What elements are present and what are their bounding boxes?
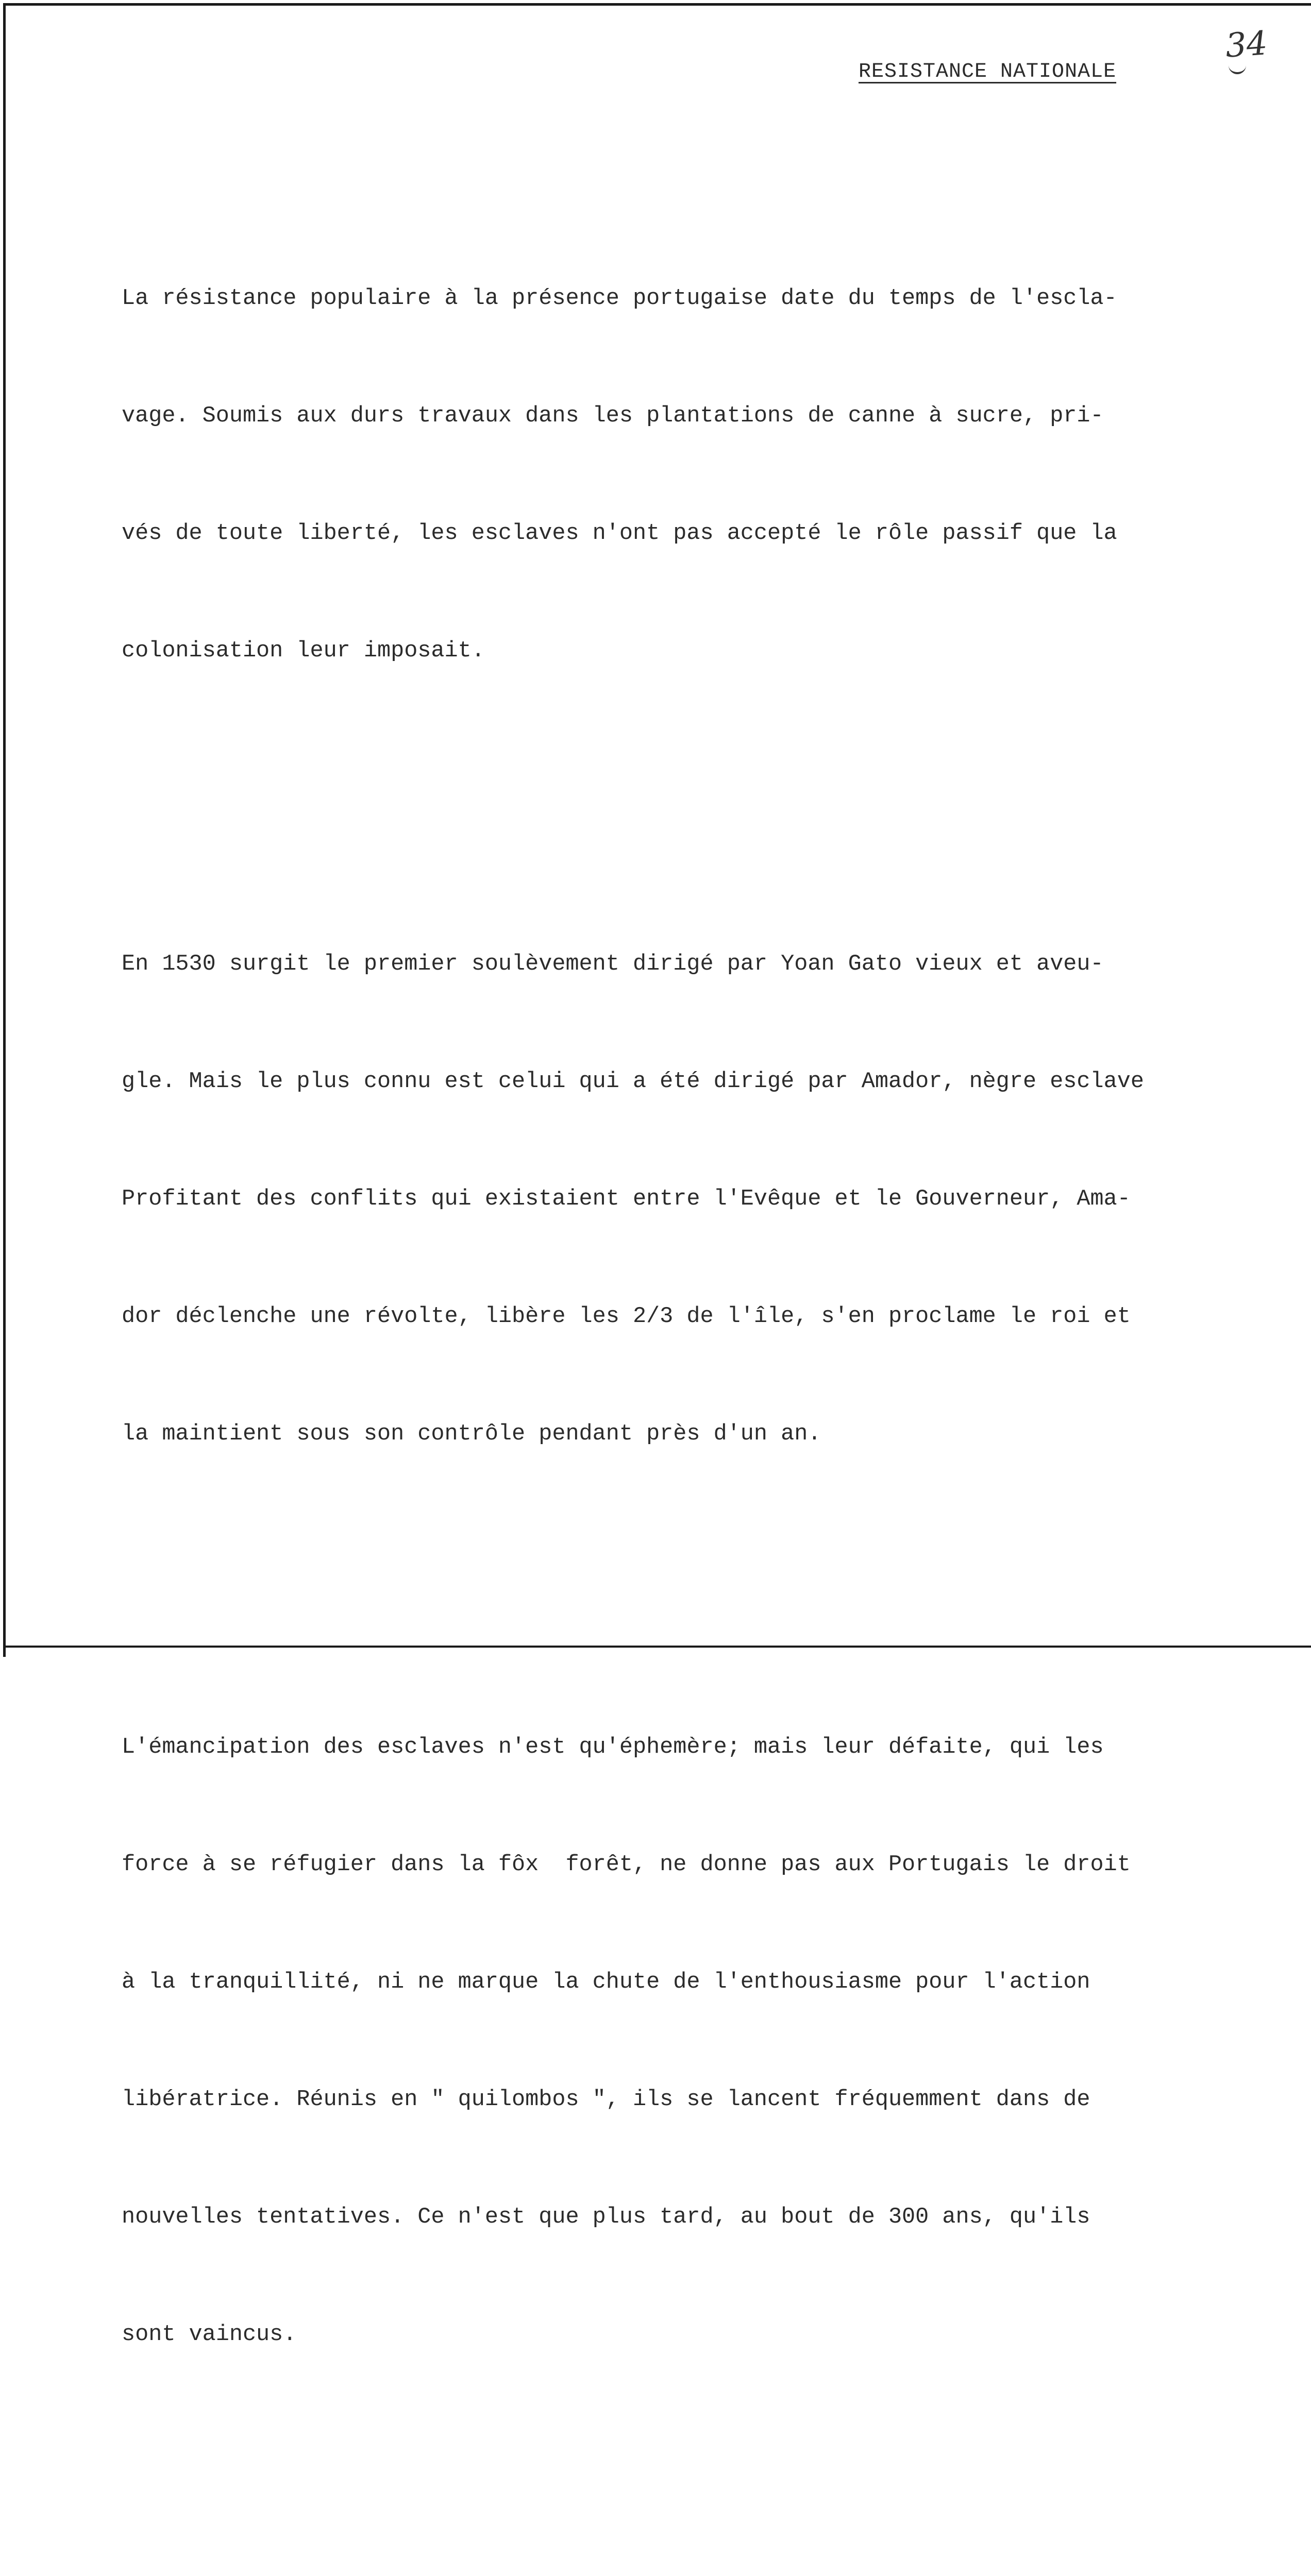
text-line: vage. Soumis aux durs travaux dans les plantations de canne à sucre, pri- bbox=[122, 403, 1104, 429]
page-edge-left bbox=[3, 3, 6, 1657]
text-line: En 1530 surgit le premier soulèvement dirigé par Yoan Gato vieux et aveu- bbox=[122, 952, 1104, 977]
paragraph-2 bbox=[122, 867, 1291, 1532]
text-line: Profitant des conflits qui existaient entre l'Evêque et le Gouverneur, Ama- bbox=[122, 1187, 1131, 1212]
paragraph-4 bbox=[122, 2550, 1291, 2576]
text-line: dor déclenche une révolte, libère les 2/3 de l'île, s'en proclame le roi et bbox=[122, 1304, 1131, 1329]
text-line: la maintient sous son contrôle pendant près d'un an. bbox=[122, 1421, 821, 1447]
body-text bbox=[122, 123, 1291, 2576]
text-line: L'émancipation des esclaves n'est qu'éphemère; mais leur défaite, qui les bbox=[122, 1735, 1104, 1760]
page-edge-top bbox=[3, 3, 1311, 6]
text-line: La résistance populaire à la présence portugaise date du temps de l'escla- bbox=[122, 286, 1117, 311]
text-line: force à se réfugier dans la fôx forêt, ne donne pas aux Portugais le droit bbox=[122, 1852, 1131, 1877]
text-line: sont vaincus. bbox=[122, 2322, 297, 2347]
paragraph-1 bbox=[122, 201, 1291, 749]
text-line: libératrice. Réunis en " quilombos ", ils se lancent fréquemment dans de bbox=[122, 2087, 1090, 2112]
handwritten-page-number: 34 bbox=[1224, 24, 1269, 65]
text-line: vés de toute liberté, les esclaves n'ont pas accepté le rôle passif que la bbox=[122, 521, 1117, 546]
page-number-mark bbox=[1229, 65, 1246, 74]
text-line: à la tranquillité, ni ne marque la chute de l'enthousiasme pour l'action bbox=[122, 1970, 1090, 1995]
text-line: gle. Mais le plus connu est celui qui a été dirigé par Amador, nègre esclave bbox=[122, 1069, 1144, 1094]
page-heading: RESISTANCE NATIONALE bbox=[859, 60, 1117, 83]
text-line: nouvelles tentatives. Ce n'est que plus tard, au bout de 300 ans, qu'ils bbox=[122, 2205, 1090, 2230]
text-line: colonisation leur imposait. bbox=[122, 638, 485, 664]
paragraph-3 bbox=[122, 1650, 1291, 2433]
